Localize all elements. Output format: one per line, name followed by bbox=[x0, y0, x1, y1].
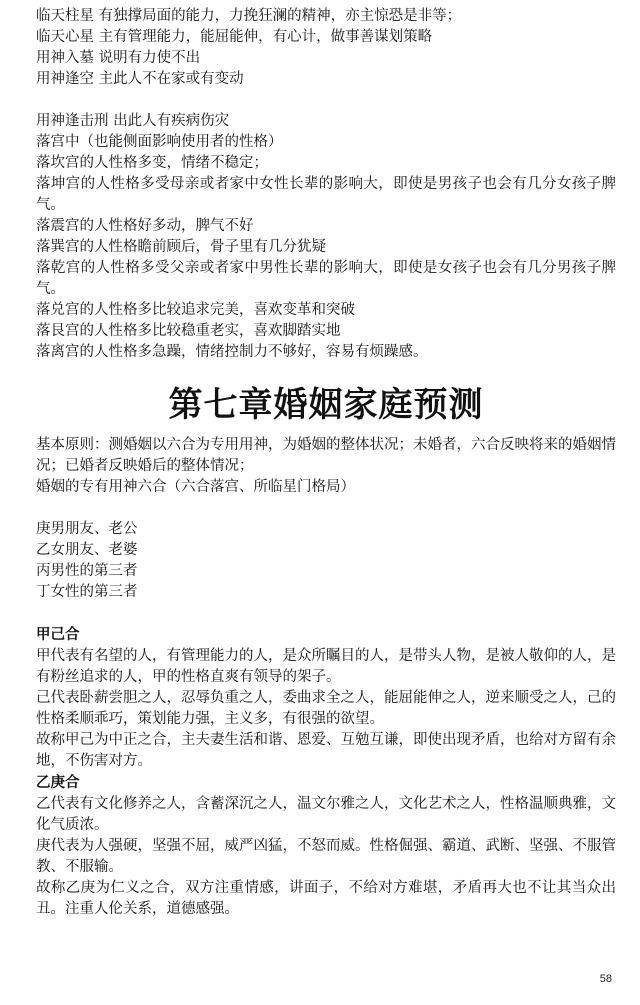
role-line: 丙男性的第三者 bbox=[36, 563, 138, 579]
text-line: 婚姻的专有用神六合（六合落宫、所临星门格局） bbox=[36, 479, 355, 495]
role-line: 乙女朋友、老婆 bbox=[36, 542, 138, 558]
text-line: 临天柱星 有独撑局面的能力，力挽狂澜的精神，亦主惊恐是非等； bbox=[36, 8, 462, 24]
spacer bbox=[36, 498, 616, 519]
page-number: 58 bbox=[599, 973, 612, 985]
section-heading-jiaji: 甲己合 bbox=[36, 627, 80, 643]
spacer bbox=[36, 90, 616, 111]
text-paragraph: 乙代表有文化修养之人，含蓄深沉之人，温文尔雅之人，文化艺术之人，性格温顺典雅，文化气质浓。 bbox=[36, 796, 616, 833]
text-paragraph: 故称甲己为中正之合，主夫妻生活和谐、恩爱、互勉互谦，即使出现矛盾，也给对方留有余地，不伤害对方。 bbox=[36, 732, 616, 769]
text-line: 落坎宫的人性格多变，情绪不稳定； bbox=[36, 155, 268, 171]
text-line: 用神逢空 主此人不在家或有变动 bbox=[36, 71, 244, 87]
spacer bbox=[36, 603, 616, 624]
text-paragraph: 己代表卧薪尝胆之人，忍辱负重之人，委曲求全之人，能屈能伸之人，逆来顺受之人，己的性格柔顺乖巧，策划能力强，主义多，有很强的欲望。 bbox=[36, 690, 616, 727]
chapter-title: 第七章婚姻家庭预测 bbox=[168, 385, 484, 425]
text-paragraph: 庚代表为人强硬，坚强不屈，威严凶猛，不怒而威。性格倔强、霸道、武断、坚强、不服管教、不服输。 bbox=[36, 838, 616, 875]
document-page bbox=[36, 6, 616, 920]
text-line: 落离宫的人性格多急躁，情绪控制力不够好，容易有烦躁感。 bbox=[36, 344, 428, 360]
role-line: 丁女性的第三者 bbox=[36, 584, 138, 600]
text-paragraph: 故称乙庚为仁义之合，双方注重情感，讲面子，不给对方难堪，矛盾再大也不让其当众出丑。注重人伦关系，道德感强。 bbox=[36, 880, 616, 917]
text-line: 落兑宫的人性格多比较追求完美，喜欢变革和突破 bbox=[36, 302, 355, 318]
section-heading-yigeng: 乙庚合 bbox=[36, 775, 80, 791]
role-line: 庚男朋友、老公 bbox=[36, 521, 138, 537]
text-line: 落巽宫的人性格瞻前顾后，骨子里有几分犹疑 bbox=[36, 239, 326, 255]
text-line: 用神逢击刑 出此人有疾病伤灾 bbox=[36, 113, 230, 129]
text-line: 落艮宫的人性格多比较稳重老实，喜欢脚踏实地 bbox=[36, 323, 341, 339]
principle-paragraph: 基本原则：测婚姻以六合为专用用神，为婚姻的整体状况；未婚者，六合反映将来的婚姻情况；已婚者反映婚后的整体情况； bbox=[36, 437, 616, 474]
text-line: 用神入墓 说明有力使不出 bbox=[36, 50, 201, 66]
text-line: 落震宫的人性格好多动，脾气不好 bbox=[36, 218, 254, 234]
text-paragraph: 落乾宫的人性格多受父亲或者家中男性长辈的影响大，即使是女孩子也会有几分男孩子脾气。 bbox=[36, 260, 616, 297]
text-paragraph: 甲代表有名望的人，有管理能力的人，是众所瞩目的人，是带头人物，是被人敬仰的人，是有粉丝追求的人，甲的性格直爽有领导的架子。 bbox=[36, 648, 616, 685]
text-line: 临天心星 主有管理能力，能屈能伸，有心计，做事善谋划策略 bbox=[36, 29, 433, 45]
text-line: 落宫中（也能侧面影响使用者的性格） bbox=[36, 134, 283, 150]
text-paragraph: 落坤宫的人性格多受母亲或者家中女性长辈的影响大，即使是男孩子也会有几分女孩子脾气。 bbox=[36, 176, 616, 213]
